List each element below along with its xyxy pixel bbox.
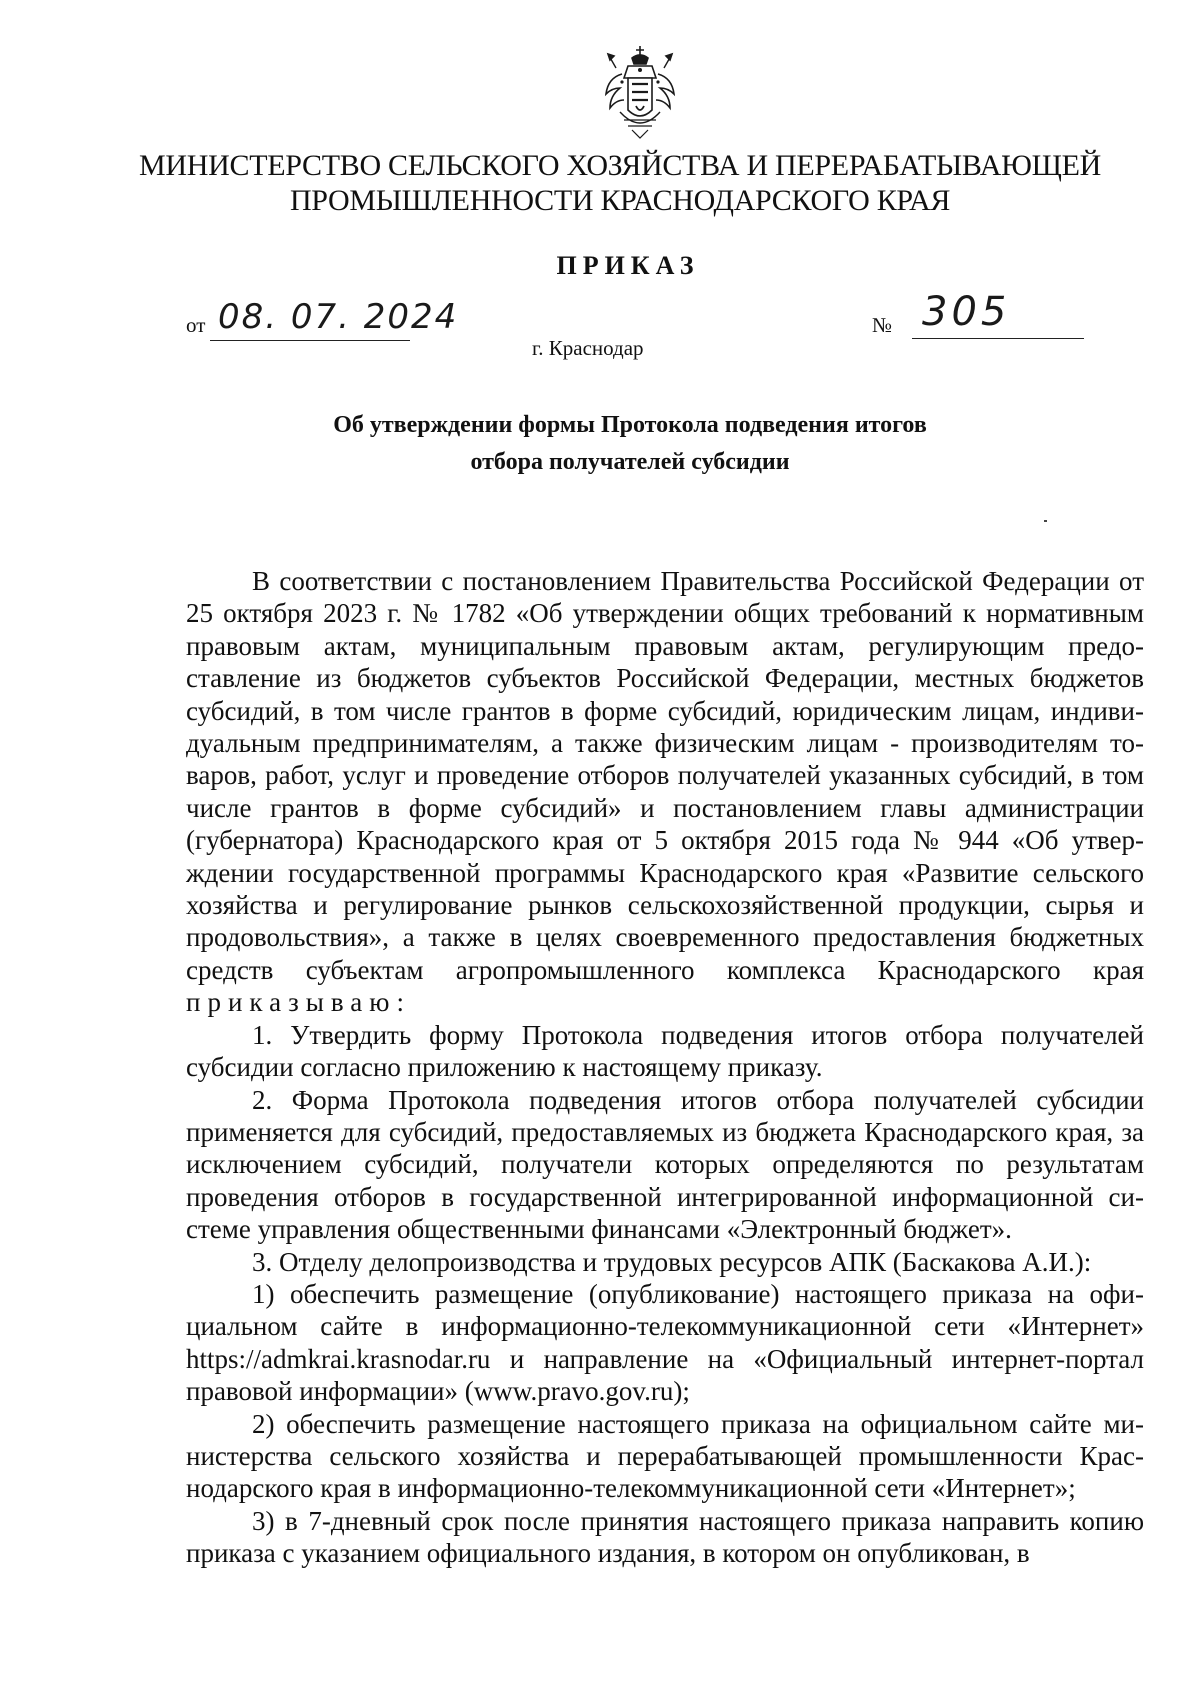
preamble-paragraph <box>186 565 1144 1019</box>
number-prefix: № <box>872 313 893 337</box>
number-underline <box>912 338 1084 339</box>
date-handwritten: 08. 07. 2024 <box>218 297 459 337</box>
item-3-paragraph: 3. Отделу делопроизводства и трудовых ресурсов АПК (Баскакова А.И.): <box>252 1246 1092 1277</box>
order-number <box>872 289 1112 345</box>
scan-speck <box>1044 520 1047 522</box>
date-underline <box>210 340 410 341</box>
ministry-name-line-2: ПРОМЫШЛЕННОСТИ КРАСНОДАРСКОГО КРАЯ <box>289 184 951 217</box>
order-body <box>186 565 1144 1570</box>
krasnodar-coat-of-arms-emblem <box>602 44 678 140</box>
order-word: приказываю: <box>186 987 411 1018</box>
number-handwritten: 305 <box>922 289 1011 335</box>
item-3-1-paragraph: 1) обеспечить размещение (опубликование) настоящего приказа на официальном сайте в информационно-телекоммуникационной сети «Интернет» https://admkrai.krasnodar.ru и направление на «Официальный интернет-портал правовой информации» (www.pravo.gov.ru); <box>186 1278 1144 1407</box>
item-1-paragraph: 1. Утвердить форму Протокола подведения итогов отбора получателей субсидии согласно приложению к настоящему приказу. <box>186 1019 1144 1083</box>
order-date <box>186 297 459 345</box>
order-subject <box>200 407 1060 481</box>
document-type-heading: ПРИКАЗ <box>556 251 700 280</box>
item-3-2-paragraph: 2) обеспечить размещение настоящего приказа на официальном сайте министерства сельского хозяйства и перерабатывающей промышленности Краснодарского края в информационно-телекоммуникационной сети «Интернет»; <box>186 1408 1144 1504</box>
subject-line-1: Об утверждении формы Протокола подведения итогов <box>333 412 927 438</box>
date-prefix: от <box>186 313 206 337</box>
item-3-3-paragraph: 3) в 7-дневный срок после принятия настоящего приказа направить копию приказа с указанием официального издания, в котором он опубликован, в <box>186 1505 1144 1569</box>
preamble-text: В соответствии с постановлением Правительства Российской Федерации от 25 октября 2023 г. № 1782 «Об утверждении общих требований к нормативным правовым актам, муниципальным правовым актам, регулирующим предоставление из бюджетов субъектов Российской Федерации, местных бюджетов субсидий, в том числе грантов в форме субсидий, юридическим лицам, индивидуальным предпринимателям, а также физическим лицам - производителям товаров, работ, услуг и проведение отборов получателей указанных субсидий, в том числе грантов в форме субсидий» и постановлением главы администрации (губернатора) Краснодарского края от 5 октября 2015 года № 944 «Об утверждении государственной программы Краснодарского края «Развитие сельского хозяйства и регулирование рынков сельскохозяйственной продукции, сырья и продовольствия», а также в целях своевременного предоставления бюджетных средств субъектам агропромышленного комплекса Краснодарского края <box>186 566 1144 985</box>
subject-line-2: отбора получателей субсидии <box>470 449 790 475</box>
city: г. Краснодар <box>532 336 644 360</box>
ministry-name-line-1: МИНИСТЕРСТВО СЕЛЬСКОГО ХОЗЯЙСТВА И ПЕРЕРАБАТЫВАЮЩЕЙ <box>139 149 1101 182</box>
item-2-paragraph: 2. Форма Протокола подведения итогов отбора получателей субсидии применяется для субсидий, предоставляемых из бюджета Краснодарского края, за исключением субсидий, получатели которых определяются по результатам проведения отборов в государственной интегрированной информационной системе управления общественными финансами «Электронный бюджет». <box>186 1084 1144 1245</box>
ministry-name <box>120 148 1120 218</box>
